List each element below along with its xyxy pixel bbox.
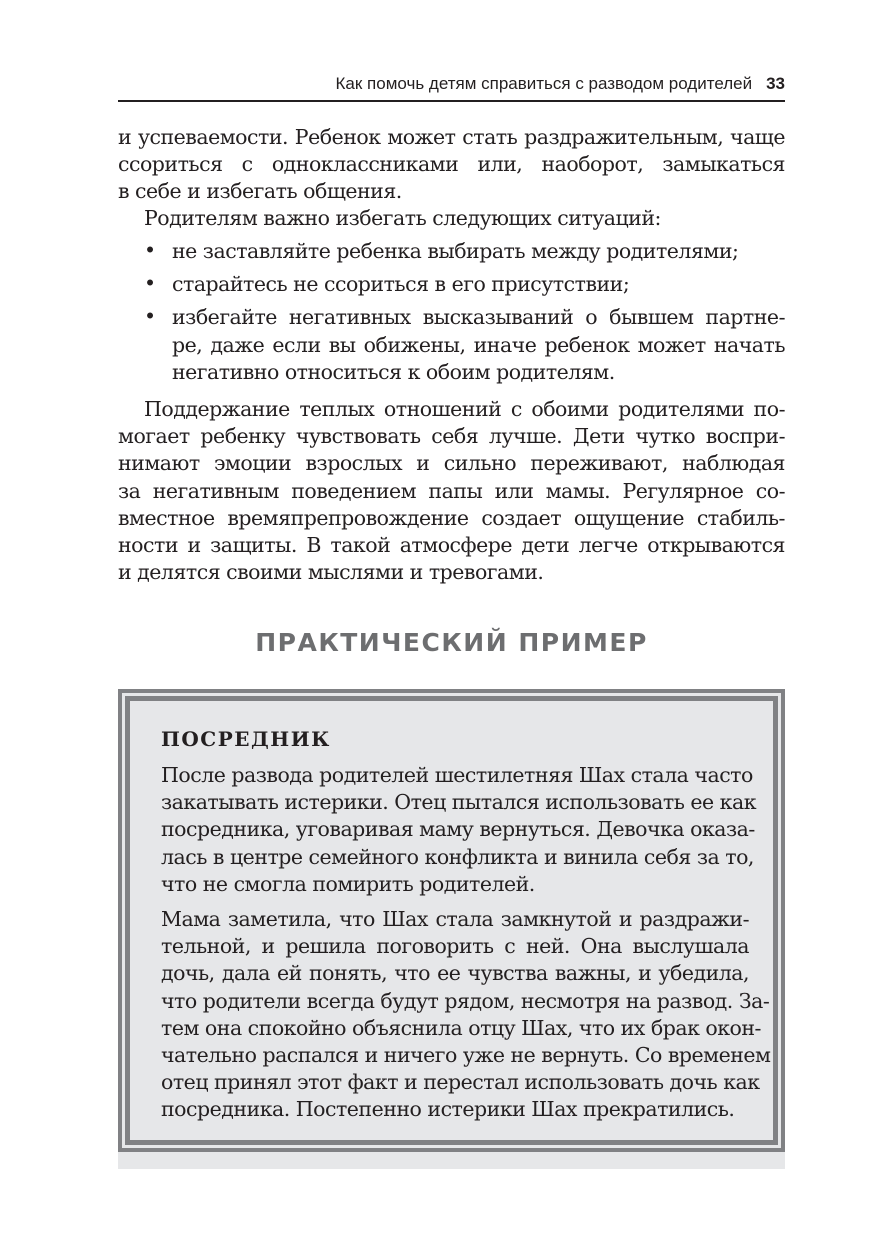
example-paragraph-2 [161,906,771,1124]
text-line: и делятся своими мыслями и тревогами. [118,560,544,585]
text-line: в себе и избегать общения. [118,179,402,204]
text-line: могает ребенку чувствовать себя лучше. Дети чутко воспри- [118,424,785,449]
text-line: посредника. Постепенно истерики Шах прекратились. [161,1097,735,1122]
text-line: лась в центре семейного конфликта и винила себя за то, [161,844,754,869]
example-paragraph-1 [161,762,757,898]
text-line: тем она спокойно объяснила отцу Шах, что их брак окон- [161,1015,761,1040]
box-shadow-strip [118,1152,785,1169]
text-line: и успеваемости. Ребенок может стать раздражительным, чаще [118,125,785,149]
text-line: закатывать истерики. Отец пытался использовать ее как [161,790,757,815]
running-header-title: Как помочь детям справиться с разводом родителей [335,74,753,93]
text-line: дочь, дала ей понять, что ее чувства важны, и убедила, [161,961,749,986]
text-line: что родители всегда будут рядом, несмотря на развод. За- [161,988,770,1013]
text-line: вместное времяпрепровождение создает ощущение стабиль- [118,505,785,530]
text-line: избегайте негативных высказываний о бывшем партне- [172,305,785,330]
text-line: ности и защиты. В такой атмосфере дети легче открываются [118,532,785,557]
paragraph-1 [118,124,785,206]
text-line: Поддержание теплых отношений с обоими родителями по- [144,397,785,421]
list-item [118,271,785,298]
paragraph-2 [118,205,785,232]
text-line: После развода родителей шестилетняя Шах стала часто [161,763,753,787]
text-line: старайтесь не ссориться в его присутствии; [172,272,630,297]
text-line: тельной, и решила поговорить с ней. Она выслушала [161,934,749,959]
text-line: что не смогла помирить родителей. [161,871,535,896]
list-item [118,238,785,265]
bullet-icon: • [144,238,156,262]
text-line: негативно относиться к обоим родителям. [172,359,615,384]
section-heading: ПРАКТИЧЕСКИЙ ПРИМЕР [255,628,648,657]
list-item [118,304,785,386]
text-line: чательно распался и ничего уже не вернуть. Со временем [161,1042,771,1067]
text-line: за негативным поведением папы или мамы. Регулярное со- [118,478,785,503]
text-line: посредника, уговаривая маму вернуться. Девочка оказа- [161,817,755,842]
text-line: отец принял этот факт и перестал использовать дочь как [161,1070,760,1095]
text-line: ре, даже если вы обижены, иначе ребенок может начать [172,332,785,357]
page-number: 33 [766,74,785,93]
paragraph-3 [118,396,785,586]
text-line: ссориться с одноклассниками или, наоборот, замыкаться [118,152,785,177]
text-line: не заставляйте ребенка выбирать между родителями; [172,239,739,263]
text-line: нимают эмоции взрослых и сильно переживают, наблюдая [118,451,785,476]
bullet-icon: • [144,271,156,296]
running-header [118,74,785,102]
text-line: Родителям важно избегать следующих ситуаций: [144,206,661,230]
example-box [118,689,785,1152]
text-line: Мама заметила, что Шах стала замкнутой и раздражи- [161,907,749,931]
bullet-list [118,238,785,386]
example-title: ПОСРЕДНИК [161,727,331,751]
bullet-icon: • [144,304,156,329]
